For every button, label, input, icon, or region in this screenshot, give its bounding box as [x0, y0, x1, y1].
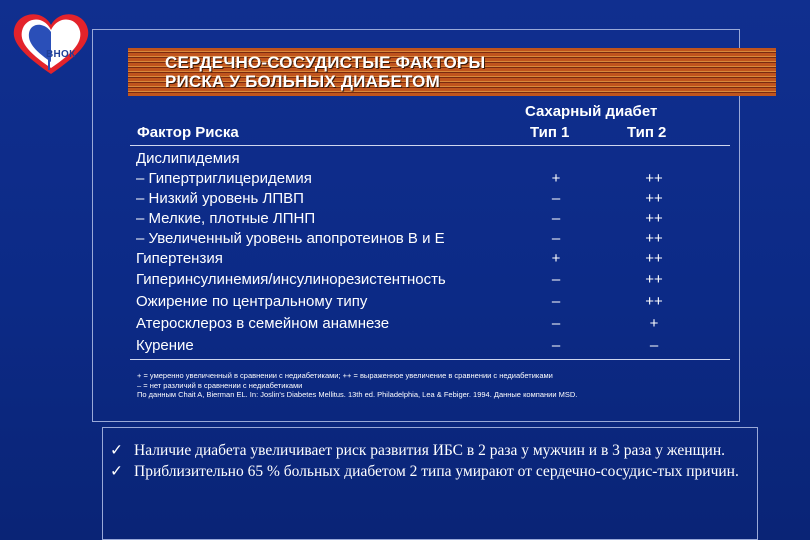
title-line-2: РИСКА У БОЛЬНЫХ ДИАБЕТОМ: [165, 72, 440, 91]
vnok-logo: [12, 12, 90, 78]
row-label: Гипертензия: [136, 250, 223, 267]
diabetes-group-header: Сахарный диабет: [525, 103, 658, 120]
type1-value: –: [551, 230, 561, 247]
row-label: – Гипертриглицеридемия: [136, 170, 312, 187]
type2-value: ++: [645, 230, 663, 247]
type2-header: Тип 2: [627, 124, 667, 141]
type2-value: –: [649, 337, 659, 354]
table-row: [0, 271, 810, 291]
bullet-item: [110, 440, 752, 461]
table-bottom-divider: [130, 359, 730, 360]
table-row: [0, 170, 810, 190]
bullet-text: Приблизительно 65 % больных диабетом 2 типа умирают от сердечно-сосудис-тых причин.: [134, 463, 739, 480]
type2-value: ++: [645, 271, 663, 288]
bullet-text: Наличие диабета увеличивает риск развития ИБС в 2 раза у мужчин и в 3 раза у женщин.: [134, 442, 725, 459]
type2-value: ++: [645, 250, 663, 267]
table-row: [0, 150, 810, 170]
type2-value: ++: [645, 293, 663, 310]
footnote-source: По данным Chait A, Bierman EL. In: Joslin's Diabetes Mellitus. 13th ed. Philadelphia, Lea & Febiger. 1994. Данные компании MSD.: [137, 390, 578, 400]
type2-value: ++: [645, 210, 663, 227]
table-row: [0, 190, 810, 210]
row-label: Курение: [136, 337, 194, 354]
table-row: [0, 315, 810, 335]
row-label: Атеросклероз в семейном анамнезе: [136, 315, 390, 332]
table-row: [0, 210, 810, 230]
type1-value: –: [551, 293, 561, 310]
type2-value: +: [649, 315, 659, 332]
bullet-item: [110, 461, 752, 482]
type2-value: ++: [645, 170, 663, 187]
table-row: [0, 293, 810, 313]
type1-value: –: [551, 190, 561, 207]
summary-bullets: [110, 440, 752, 482]
checkmark-icon: ✓: [110, 442, 123, 459]
row-label: – Мелкие, плотные ЛПНП: [136, 210, 316, 227]
row-label: – Низкий уровень ЛПВП: [136, 190, 304, 207]
footnote-line-2: – = нет различий в сравнении с недиабетиками: [137, 380, 303, 390]
logo-text: ВНОК: [46, 49, 76, 60]
type1-value: –: [551, 210, 561, 227]
type2-value: ++: [645, 190, 663, 207]
row-label: Дислипидемия: [136, 150, 240, 167]
title-line-1: СЕРДЕЧНО-СОСУДИСТЫЕ ФАКТОРЫ: [165, 53, 486, 72]
type1-value: –: [551, 337, 561, 354]
table-row: [0, 250, 810, 270]
table-row: [0, 230, 810, 250]
footnote-line-1: + = умеренно увеличенный в сравнении с недиабетиками; ++ = выраженное увеличение в сравнении с недиабетиками: [137, 371, 553, 380]
table-footnotes: [137, 371, 577, 400]
table-row: [0, 337, 810, 357]
row-label: – Увеличенный уровень апопротеинов В и Е: [136, 230, 445, 247]
row-label: Ожирение по центральному типу: [136, 293, 368, 310]
row-label: Гиперинсулинемия/инсулинорезистентность: [136, 271, 446, 288]
checkmark-icon: ✓: [110, 463, 123, 480]
header-divider: [130, 145, 730, 146]
type1-value: –: [551, 271, 561, 288]
type1-value: –: [551, 315, 561, 332]
risk-factor-header: Фактор Риска: [137, 124, 239, 141]
heart-logo-icon: [12, 12, 90, 78]
slide-title: [165, 53, 485, 91]
type1-value: +: [551, 170, 561, 187]
type1-header: Тип 1: [530, 124, 570, 141]
type1-value: +: [551, 250, 561, 267]
